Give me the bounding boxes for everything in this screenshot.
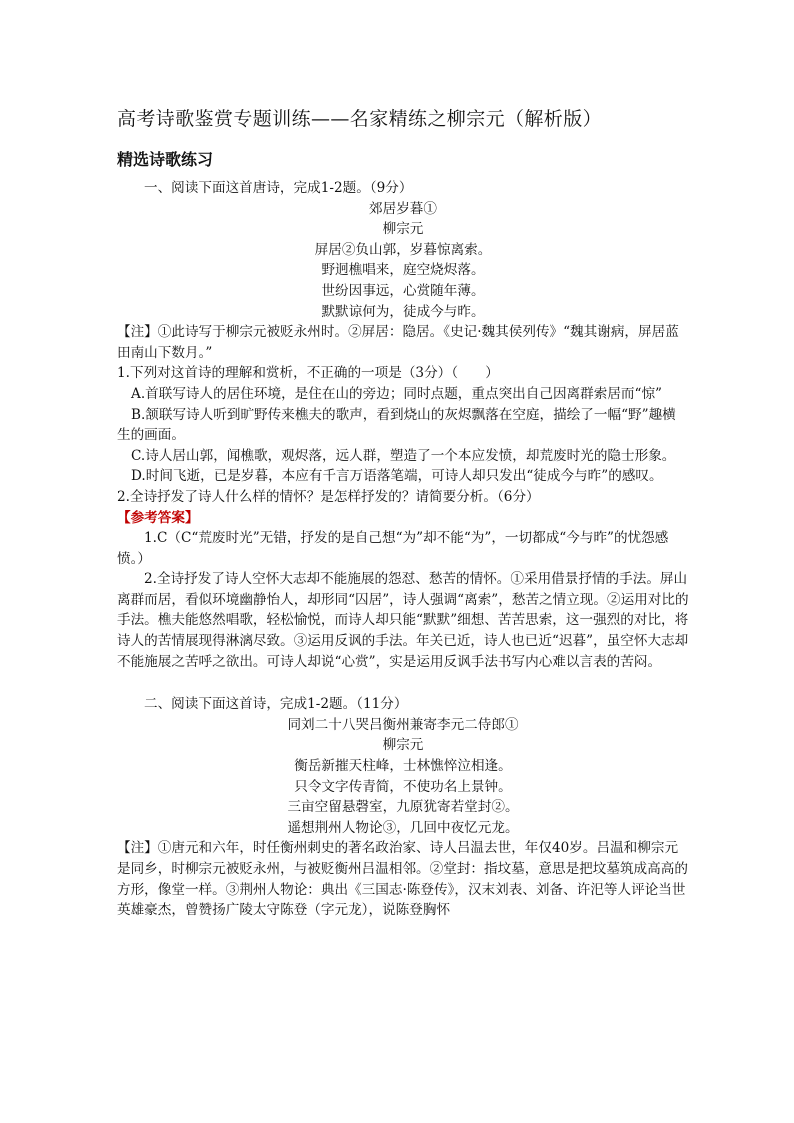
part1-poem-line: 默默谅何为，徒成今与昨。 [321,303,485,320]
part1-note: 【注】①此诗写于柳宗元被贬永州时。②屏居：隐居。《史记·魏其侯列传》“魏其谢病，屏居蓝田南山下数月。” [117,324,679,361]
part2-poem-line: 衡岳新摧天柱峰，士林憔悴泣相逢。 [294,758,512,775]
part1-poem-line: 世纷因事远，心赏随年薄。 [321,282,485,299]
part1-poem-line: 野迥樵唱来，庭空烧烬落。 [321,262,485,279]
part2-author: 柳宗元 [382,737,424,754]
part2-poem-title: 同刘二十八哭吕衡州兼寄李元二侍郎① [287,716,519,733]
part1-author: 柳宗元 [382,221,424,238]
section-heading: 精选诗歌练习 [117,150,214,169]
option-d: D.时间飞逝，已是岁暮，本应有千言万语落笔端，可诗人却只发出“徒成今与昨”的感叹。 [131,468,663,485]
part2-poem-line: 遥想荆州人物论③，几回中夜忆元龙。 [287,819,519,836]
part1-intro: 一、阅读下面这首唐诗，完成1-2题。（9分） [144,180,413,196]
part2-note: 【注】①唐元和六年，时任衡州刺史的著名政治家、诗人吕温去世，年仅40岁。吕温和柳宗元是同乡，时柳宗元被贬永州，与被贬衡州吕温相邻。②堂封：指坟墓，意思是把坟墓筑成高高的方形，像堂一样。③荆州人物论：典出《三国志·陈登传》，汉末刘表、刘备、许汜等人评论当世英雄豪杰，曾赞扬广陵太守陈登（字元龙），说陈登胸怀 [117,840,688,919]
answer-2: 2.全诗抒发了诗人空怀大志却不能施展的怨怼、愁苦的情怀。①采用借景抒情的手法。屏山离群而居，看似环境幽静怡人，却形同“囚居”，诗人强调“离索”，愁苦之情立现。②运用对比的手法。樵夫能悠然唱歌，轻松愉悦，而诗人却只能“默默”细想、苦苦思索，这一强烈的对比，将诗人的苦情展现得淋漓尽致。③运用反讽的手法。年关已近，诗人也已近“迟暮”，虽空怀大志却不能施展之苦呼之欲出。可诗人却说“心赏”，实是运用反讽手法书写内心难以言表的苦闷。 [117,571,689,670]
answer-1: 1.C（C“荒废时光”无错，抒发的是自己想“为”却不能“为”，一切都成“今与昨”的忧怨感愤。） [117,530,669,567]
answer-label: 【参考答案】 [117,509,199,526]
section-spacer [117,672,689,694]
document-body [117,178,689,921]
option-a: A.首联写诗人的居住环境，是住在山的旁边；同时点题，重点突出自己因离群索居而“惊” [131,385,663,402]
part1-question-2: 2.全诗抒发了诗人什么样的情怀？是怎样抒发的？请简要分析。（6分） [117,488,540,505]
part2-poem-line: 只令文字传青简，不使功名上景钟。 [294,778,512,795]
part1-poem-line: 屏居②负山郭，岁暮惊离索。 [314,241,492,258]
part2-poem-line: 三亩空留悬磬室，九原犹寄若堂封②。 [287,799,519,816]
option-b: B.颔联写诗人听到旷野传来樵夫的歌声，看到烧山的灰烬飘落在空庭，描绘了一幅“野”趣横生的画面。 [117,406,676,444]
part2-intro: 二、阅读下面这首诗，完成1-2题。（11分） [144,696,408,713]
option-c: C.诗人居山郭，闻樵歌，观烬落，远人群，塑造了一个本应发愤，却荒废时光的隐士形象。 [131,447,676,464]
part1-poem-title: 郊居岁暮① [369,200,437,217]
part1-question-1: 1.下列对这首诗的理解和赏析，不正确的一项是（3分）（ ） [117,365,499,382]
page-title: 高考诗歌鉴赏专题训练——名家精练之柳宗元（解析版） [117,108,603,130]
